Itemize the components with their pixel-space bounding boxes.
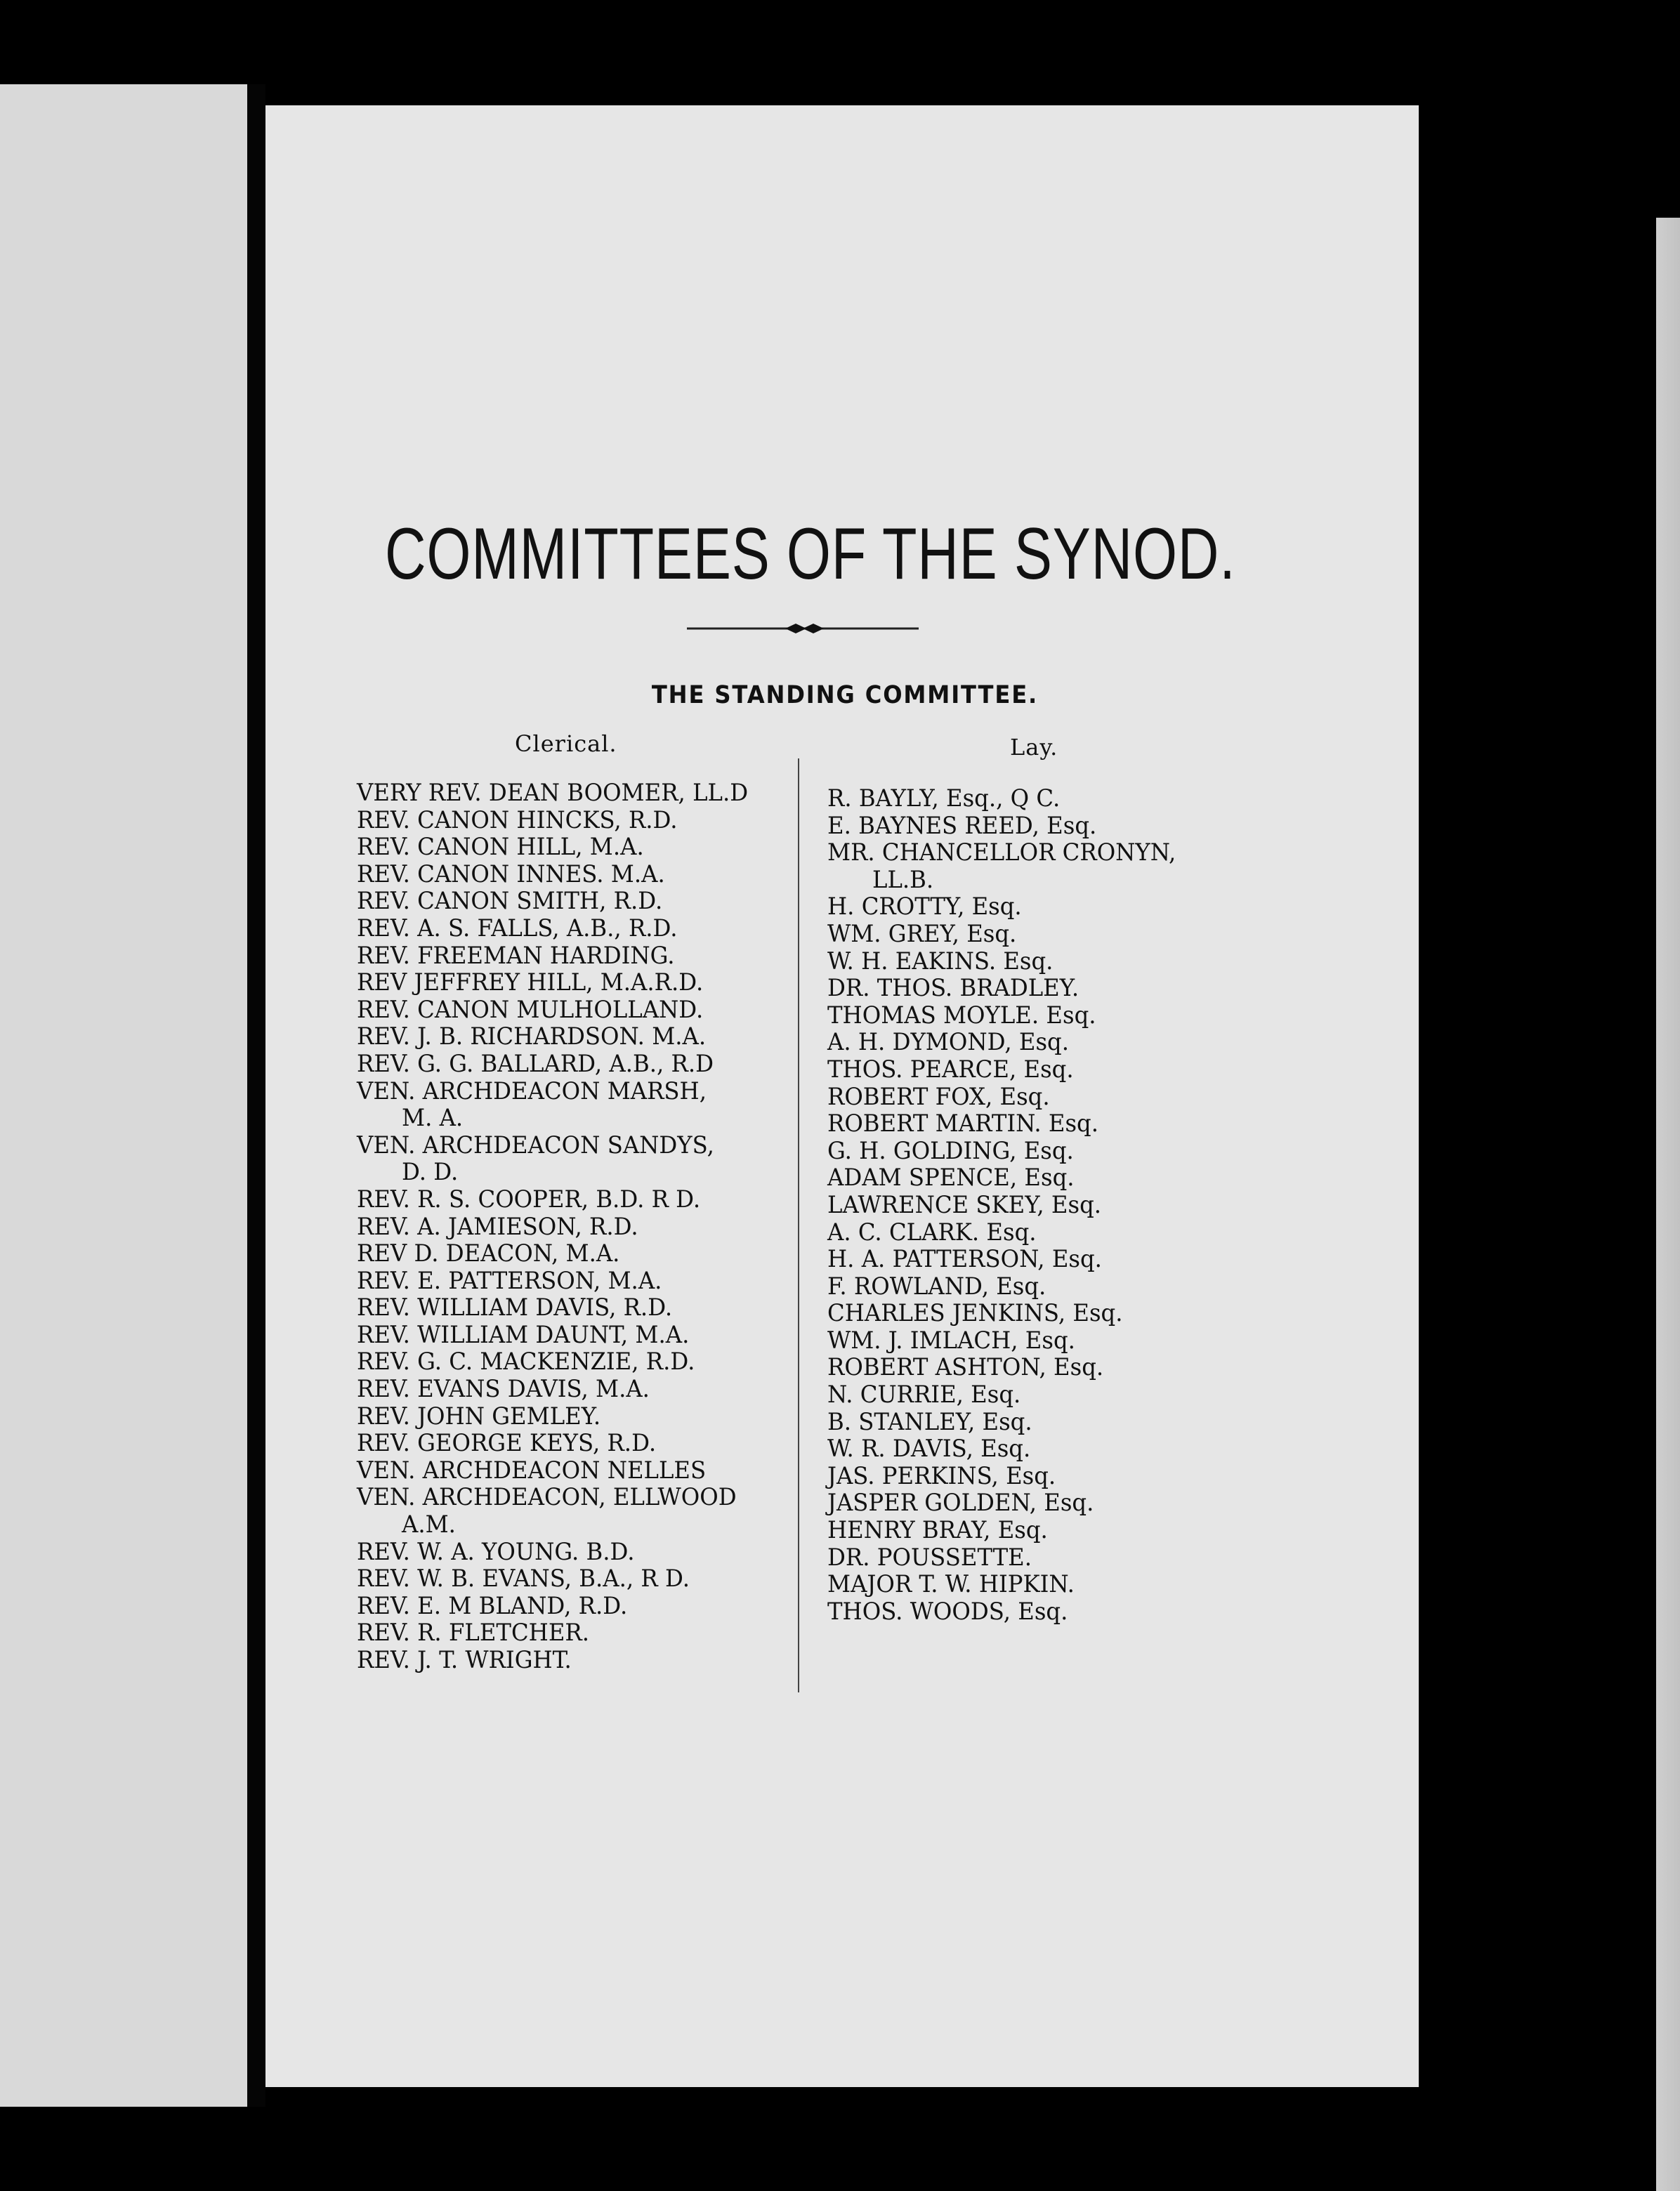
page-edge-shadow: [1656, 218, 1680, 2191]
member-entry: [827, 1273, 1403, 1301]
member-entry: [827, 1354, 1403, 1381]
member-entry: [827, 1192, 1403, 1219]
member-entry: [357, 1593, 806, 1620]
member-name: REV. GEORGE KEYS, R.D.: [357, 1429, 657, 1458]
member-entry: [357, 996, 806, 1024]
member-name: THOS. WOODS, Esq.: [827, 1597, 1068, 1626]
member-name: B. STANLEY, Esq.: [827, 1407, 1032, 1436]
member-name: CHARLES JENKINS, Esq.: [827, 1299, 1123, 1328]
member-name: ROBERT FOX, Esq.: [827, 1082, 1050, 1111]
facing-page-edge: [0, 84, 247, 2107]
member-name: REV. CANON HILL, M.A.: [357, 833, 644, 862]
member-entry: [827, 1598, 1403, 1626]
member-entry: [357, 1484, 806, 1511]
member-name: LAWRENCE SKEY, Esq.: [827, 1190, 1102, 1219]
member-entry: [357, 1078, 806, 1105]
member-entry: [827, 893, 1403, 921]
member-entry: [357, 1268, 806, 1295]
member-name: ROBERT MARTIN. Esq.: [827, 1110, 1098, 1138]
member-name: REV. E. M BLAND, R.D.: [357, 1591, 628, 1620]
member-entry: [357, 861, 806, 888]
member-entry: [357, 1186, 806, 1213]
member-name: VEN. ARCHDEACON SANDYS,: [357, 1131, 714, 1159]
member-name: A. H. DYMOND, Esq.: [827, 1028, 1069, 1057]
member-entry: [357, 1240, 806, 1268]
member-name: W. H. EAKINS. Esq.: [827, 947, 1054, 975]
book-gutter: [247, 84, 265, 2107]
clerical-column-header: Clerical.: [515, 730, 617, 757]
member-entry: [827, 1084, 1403, 1111]
member-entry: [357, 834, 806, 861]
member-name: JAS. PERKINS, Esq.: [827, 1461, 1056, 1490]
member-entry: [357, 969, 806, 996]
member-name: REV. WILLIAM DAUNT, M.A.: [357, 1320, 690, 1349]
member-name: G. H. GOLDING, Esq.: [827, 1136, 1074, 1165]
member-entry: [357, 1159, 806, 1186]
member-name: WM. J. IMLACH, Esq.: [827, 1326, 1075, 1355]
member-entry: [357, 807, 806, 834]
member-entry: [357, 1322, 806, 1349]
member-entry: [357, 1294, 806, 1322]
member-entry: [357, 942, 806, 970]
member-entry: [827, 1138, 1403, 1165]
member-entry: [827, 921, 1403, 948]
member-name: VEN. ARCHDEACON, ELLWOOD: [357, 1483, 737, 1512]
member-entry: [827, 1219, 1403, 1246]
member-name: REV. W. A. YOUNG. B.D.: [357, 1537, 635, 1566]
member-entry: [827, 1002, 1403, 1029]
member-name: THOS. PEARCE, Esq.: [827, 1055, 1074, 1084]
member-entry: [357, 1376, 806, 1403]
member-entry: [827, 1463, 1403, 1490]
member-entry: [357, 1051, 806, 1078]
member-entry: [827, 1327, 1403, 1355]
member-entry: [827, 1517, 1403, 1544]
member-name: REV. R. FLETCHER.: [357, 1619, 590, 1647]
member-name: VEN. ARCHDEACON MARSH,: [357, 1077, 707, 1105]
member-name: E. BAYNES REED, Esq.: [827, 811, 1097, 840]
member-name: LL.B.: [872, 865, 934, 894]
member-name: JASPER GOLDEN, Esq.: [827, 1489, 1094, 1518]
member-name: REV. CANON HINCKS, R.D.: [357, 805, 678, 834]
member-entry: [827, 1164, 1403, 1192]
title-ornament: [687, 621, 919, 636]
member-name: VERY REV. DEAN BOOMER, LL.D: [357, 779, 749, 807]
member-name: THOMAS MOYLE. Esq.: [827, 1001, 1096, 1029]
member-name: MR. CHANCELLOR CRONYN,: [827, 838, 1176, 867]
member-name: WM. GREY, Esq.: [827, 919, 1017, 948]
member-name: ROBERT ASHTON, Esq.: [827, 1353, 1104, 1382]
member-entry: [357, 1511, 806, 1539]
member-name: REV. CANON MULHOLLAND.: [357, 995, 704, 1024]
member-name: REV JEFFREY HILL, M.A.R.D.: [357, 968, 704, 997]
member-name: H. CROTTY, Esq.: [827, 893, 1022, 921]
member-name: HENRY BRAY, Esq.: [827, 1516, 1048, 1545]
member-entry: [357, 888, 806, 915]
member-name: DR. THOS. BRADLEY.: [827, 974, 1079, 1003]
member-name: R. BAYLY, Esq., Q C.: [827, 784, 1061, 812]
member-name: REV. W. B. EVANS, B.A., R D.: [357, 1565, 690, 1593]
member-name: MAJOR T. W. HIPKIN.: [827, 1570, 1075, 1599]
member-entry: [827, 1381, 1403, 1409]
member-entry: [827, 867, 1403, 894]
member-entry: [357, 1647, 806, 1674]
member-entry: [357, 1430, 806, 1457]
member-name: REV. A. JAMIESON, R.D.: [357, 1212, 638, 1241]
member-name: REV. G. G. BALLARD, A.B., R.D: [357, 1049, 714, 1078]
member-entry: [827, 1544, 1403, 1572]
member-entry: [827, 839, 1403, 867]
member-name: A. C. CLARK. Esq.: [827, 1218, 1037, 1246]
member-name: REV. J. T. WRIGHT.: [357, 1646, 572, 1674]
member-entry: [357, 1213, 806, 1241]
member-name: F. ROWLAND, Esq.: [827, 1272, 1046, 1301]
member-entry: [827, 948, 1403, 975]
member-entry: [357, 1457, 806, 1485]
member-name: REV. CANON SMITH, R.D.: [357, 887, 663, 916]
member-entry: [357, 1132, 806, 1159]
member-entry: [357, 1565, 806, 1593]
member-entry: [827, 812, 1403, 840]
member-name: H. A. PATTERSON, Esq.: [827, 1245, 1102, 1274]
member-entry: [827, 1571, 1403, 1598]
member-entry: [357, 1619, 806, 1647]
member-entry: [827, 1056, 1403, 1084]
member-entry: [357, 1403, 806, 1430]
member-entry: [357, 779, 806, 807]
member-entry: [827, 1435, 1403, 1463]
member-name: REV. CANON INNES. M.A.: [357, 860, 665, 888]
member-name: REV. EVANS DAVIS, M.A.: [357, 1375, 650, 1404]
member-name: REV. E. PATTERSON, M.A.: [357, 1266, 662, 1295]
member-entry: [827, 1300, 1403, 1327]
page-title: COMMITTEES OF THE SYNOD.: [385, 513, 1236, 595]
member-name: REV. JOHN GEMLEY.: [357, 1402, 601, 1430]
document-page: [265, 105, 1419, 2087]
section-heading: THE STANDING COMMITTEE.: [651, 681, 1039, 709]
member-name: N. CURRIE, Esq.: [827, 1381, 1021, 1409]
member-entry: [827, 975, 1403, 1002]
member-entry: [357, 915, 806, 942]
member-name: DR. POUSSETTE.: [827, 1543, 1032, 1572]
member-name: REV. FREEMAN HARDING.: [357, 941, 675, 970]
member-entry: [357, 1348, 806, 1376]
member-entry: [827, 1409, 1403, 1436]
member-entry: [827, 1489, 1403, 1517]
member-name: VEN. ARCHDEACON NELLES: [357, 1456, 707, 1485]
member-name: REV. R. S. COOPER, B.D. R D.: [357, 1185, 701, 1213]
member-name: REV. WILLIAM DAVIS, R.D.: [357, 1294, 673, 1322]
member-name: REV D. DEACON, M.A.: [357, 1239, 620, 1268]
member-entry: [827, 1110, 1403, 1138]
member-entry: [357, 1539, 806, 1566]
member-name: W. R. DAVIS, Esq.: [827, 1435, 1031, 1463]
member-name: REV. G. C. MACKENZIE, R.D.: [357, 1348, 695, 1376]
member-name: REV. A. S. FALLS, A.B., R.D.: [357, 914, 678, 942]
member-entry: [827, 785, 1403, 812]
member-name: M. A.: [402, 1104, 464, 1133]
member-entry: [357, 1105, 806, 1132]
lay-members-list: [827, 785, 1403, 1625]
member-name: A.M.: [402, 1511, 456, 1539]
member-entry: [827, 1029, 1403, 1056]
member-entry: [357, 1023, 806, 1051]
member-name: ADAM SPENCE, Esq.: [827, 1164, 1075, 1192]
member-name: D. D.: [402, 1158, 459, 1187]
member-entry: [827, 1246, 1403, 1273]
lay-column-header: Lay.: [1010, 734, 1058, 761]
member-name: REV. J. B. RICHARDSON. M.A.: [357, 1022, 707, 1051]
clerical-members-list: [357, 779, 806, 1674]
